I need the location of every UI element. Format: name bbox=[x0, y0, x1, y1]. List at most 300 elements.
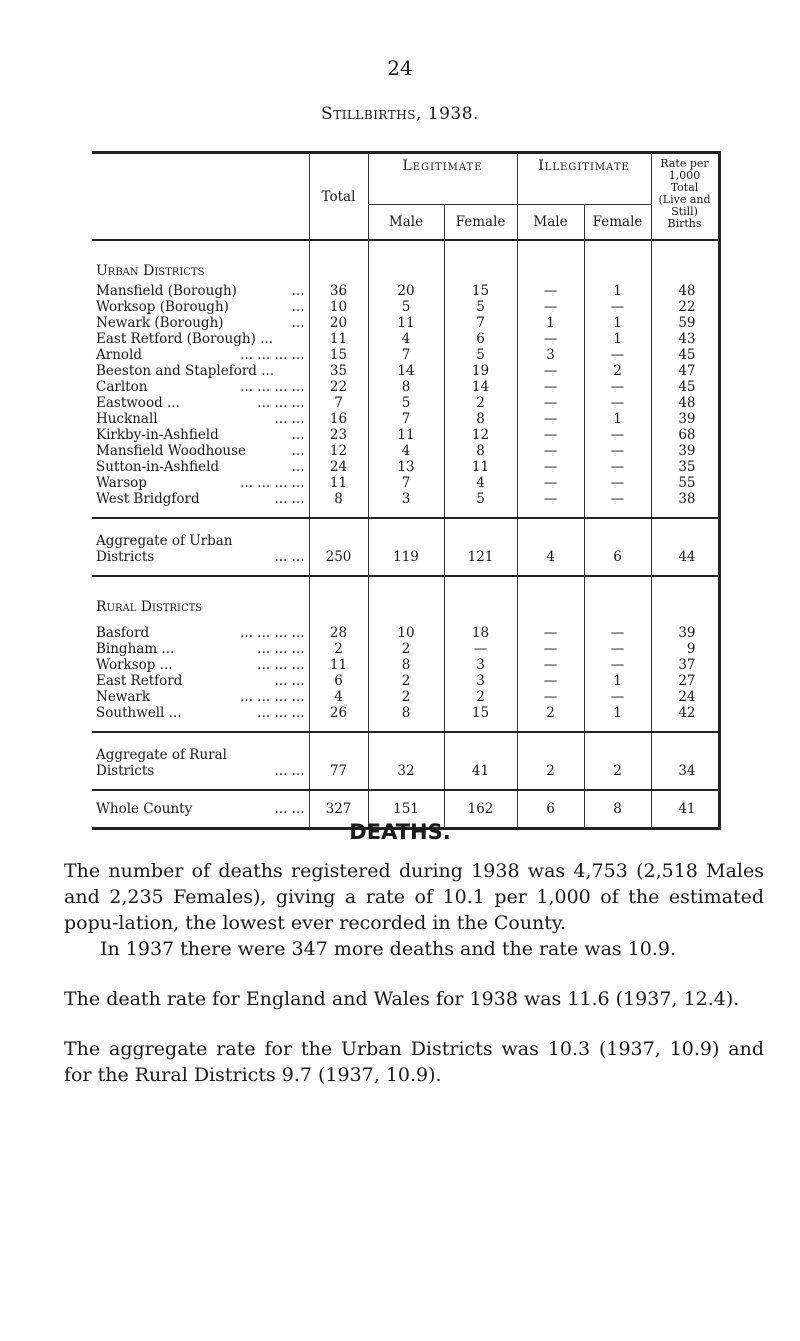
cell-legit-female: — bbox=[444, 641, 517, 657]
rate-line-4: (Live and bbox=[658, 193, 711, 206]
cell-total: 23 bbox=[309, 427, 368, 443]
district-name-cell bbox=[92, 475, 309, 491]
cell-legit-male: 10 bbox=[368, 625, 444, 641]
spacer-row bbox=[92, 507, 719, 518]
cell-rate: 35 bbox=[651, 459, 719, 475]
district-name-cell bbox=[92, 689, 309, 705]
table-row bbox=[92, 443, 719, 459]
district-name: Worksop (Borough) bbox=[96, 299, 229, 315]
empty-cell bbox=[309, 240, 368, 283]
empty-cell bbox=[444, 565, 517, 576]
cell-legit-male: 7 bbox=[368, 347, 444, 363]
cell-total: 4 bbox=[309, 689, 368, 705]
district-name-cell bbox=[92, 299, 309, 315]
cell-legit-male: 2 bbox=[368, 641, 444, 657]
district-name-cell bbox=[92, 331, 309, 347]
table-row bbox=[92, 475, 719, 491]
empty-cell bbox=[584, 507, 651, 518]
cell-total: 22 bbox=[309, 379, 368, 395]
district-name: Southwell ... bbox=[96, 705, 182, 721]
cell-illegit-male: — bbox=[517, 673, 584, 689]
district-name: Bingham ... bbox=[96, 641, 175, 657]
empty-cell bbox=[309, 518, 368, 549]
header-illegit-male: Male bbox=[517, 205, 584, 241]
empty-cell bbox=[517, 779, 584, 790]
table-row bbox=[92, 395, 719, 411]
cell-legit-male: 119 bbox=[368, 549, 444, 565]
cell-rate: 34 bbox=[651, 763, 719, 779]
empty-cell bbox=[651, 565, 719, 576]
table-row bbox=[92, 411, 719, 427]
cell-illegit-male: 2 bbox=[517, 763, 584, 779]
cell-legit-female: 162 bbox=[444, 790, 517, 829]
empty-cell bbox=[309, 576, 368, 619]
empty-cell bbox=[309, 779, 368, 790]
cell-illegit-male: — bbox=[517, 283, 584, 299]
cell-legit-male: 11 bbox=[368, 315, 444, 331]
cell-legit-male: 7 bbox=[368, 411, 444, 427]
empty-cell bbox=[368, 507, 444, 518]
cell-total: 11 bbox=[309, 657, 368, 673]
district-name-cell bbox=[92, 427, 309, 443]
deaths-paragraph-4: The aggregate rate for the Urban Districts was 10.3 (1937, 10.9) and for the Rural Districts 9.7 (1937, 10.9). bbox=[64, 1038, 764, 1086]
cell-illegit-female: 6 bbox=[584, 549, 651, 565]
district-name: Mansfield (Borough) bbox=[96, 283, 237, 299]
cell-legit-female: 41 bbox=[444, 763, 517, 779]
empty-cell bbox=[368, 576, 444, 619]
empty-cell bbox=[651, 518, 719, 549]
empty-cell bbox=[368, 732, 444, 763]
cell-legit-female: 15 bbox=[444, 705, 517, 721]
empty-cell bbox=[444, 779, 517, 790]
district-name: East Retford bbox=[96, 673, 183, 689]
district-name: Kirkby-in-Ashfield bbox=[96, 427, 219, 443]
cell-illegit-female: — bbox=[584, 299, 651, 315]
district-name-cell bbox=[92, 641, 309, 657]
empty-cell bbox=[584, 240, 651, 283]
cell-total: 24 bbox=[309, 459, 368, 475]
district-name: Warsop bbox=[96, 475, 147, 491]
header-legit-female: Female bbox=[444, 205, 517, 241]
cell-rate: 39 bbox=[651, 443, 719, 459]
empty-cell bbox=[651, 507, 719, 518]
cell-legit-female: 15 bbox=[444, 283, 517, 299]
cell-rate: 39 bbox=[651, 625, 719, 641]
cell-legit-female: 6 bbox=[444, 331, 517, 347]
empty-cell bbox=[651, 240, 719, 283]
cell-legit-male: 7 bbox=[368, 475, 444, 491]
spacer-row bbox=[92, 721, 719, 732]
cell-legit-female: 7 bbox=[444, 315, 517, 331]
leader-dots: ... ... bbox=[274, 673, 305, 689]
cell-legit-male: 20 bbox=[368, 283, 444, 299]
leader-dots: ... bbox=[291, 427, 305, 443]
cell-illegit-male: 6 bbox=[517, 790, 584, 829]
aggregate-label-2 bbox=[92, 763, 309, 779]
cell-legit-male: 3 bbox=[368, 491, 444, 507]
empty-cell bbox=[651, 779, 719, 790]
district-name-cell bbox=[92, 459, 309, 475]
urban-aggregate-row-top bbox=[92, 518, 719, 549]
cell-rate: 45 bbox=[651, 379, 719, 395]
cell-illegit-female: 1 bbox=[584, 673, 651, 689]
cell-illegit-male: — bbox=[517, 331, 584, 347]
cell-legit-male: 8 bbox=[368, 379, 444, 395]
table-row bbox=[92, 689, 719, 705]
cell-legit-female: 3 bbox=[444, 657, 517, 673]
section-heading: Rural Districts bbox=[96, 599, 203, 615]
table-row bbox=[92, 315, 719, 331]
leader-dots: ... ... bbox=[274, 801, 305, 817]
cell-illegit-female: — bbox=[584, 689, 651, 705]
empty-cell bbox=[584, 721, 651, 732]
leader-dots: ... ... ... bbox=[257, 657, 305, 673]
urban-aggregate-row bbox=[92, 549, 719, 565]
cell-illegit-male: — bbox=[517, 443, 584, 459]
cell-total: 327 bbox=[309, 790, 368, 829]
empty-cell bbox=[309, 565, 368, 576]
cell-legit-male: 32 bbox=[368, 763, 444, 779]
leader-dots: ... bbox=[291, 459, 305, 475]
cell-rate: 43 bbox=[651, 331, 719, 347]
deaths-paragraph-1: The number of deaths registered during 1938 was 4,753 (2,518 Males and 2,235 Females), giving a rate of 10.1 per 1,000 of the estimated popu-lation, the lowest ever recorded in the County. bbox=[64, 860, 764, 934]
cell-illegit-male: 3 bbox=[517, 347, 584, 363]
empty-cell bbox=[584, 732, 651, 763]
cell-legit-female: 2 bbox=[444, 395, 517, 411]
district-name-cell bbox=[92, 395, 309, 411]
cell-illegit-male: — bbox=[517, 475, 584, 491]
stillbirths-table bbox=[92, 151, 721, 830]
cell-legit-male: 14 bbox=[368, 363, 444, 379]
spacer-row bbox=[92, 565, 719, 576]
empty-cell bbox=[517, 518, 584, 549]
cell-illegit-male: — bbox=[517, 657, 584, 673]
rate-line-5: Still) bbox=[671, 205, 698, 218]
cell-illegit-female: — bbox=[584, 395, 651, 411]
cell-illegit-male: — bbox=[517, 299, 584, 315]
empty-cell bbox=[444, 507, 517, 518]
header-illegit-female: Female bbox=[584, 205, 651, 241]
cell-legit-female: 4 bbox=[444, 475, 517, 491]
header-row-1 bbox=[92, 153, 719, 205]
empty-cell bbox=[368, 565, 444, 576]
empty-cell bbox=[517, 721, 584, 732]
cell-legit-male: 4 bbox=[368, 443, 444, 459]
district-name: Districts bbox=[96, 549, 155, 565]
empty-cell bbox=[651, 732, 719, 763]
cell-illegit-male: — bbox=[517, 641, 584, 657]
table-row bbox=[92, 705, 719, 721]
cell-rate: 47 bbox=[651, 363, 719, 379]
leader-dots: ... ... ... bbox=[257, 395, 305, 411]
empty-cell bbox=[584, 576, 651, 619]
aggregate-label-1: Aggregate of Urban bbox=[96, 533, 233, 549]
cell-rate: 38 bbox=[651, 491, 719, 507]
cell-illegit-female: — bbox=[584, 625, 651, 641]
leader-dots: ... ... ... ... bbox=[240, 475, 305, 491]
cell-illegit-female: — bbox=[584, 379, 651, 395]
empty-cell bbox=[444, 576, 517, 619]
leader-dots: ... ... ... ... bbox=[240, 625, 305, 641]
empty-cell bbox=[368, 721, 444, 732]
leader-dots: ... ... ... bbox=[257, 705, 305, 721]
header-total: Total bbox=[309, 153, 368, 241]
district-name: Worksop ... bbox=[96, 657, 173, 673]
cell-total: 35 bbox=[309, 363, 368, 379]
table-row bbox=[92, 283, 719, 299]
cell-rate: 48 bbox=[651, 283, 719, 299]
cell-total: 7 bbox=[309, 395, 368, 411]
cell-illegit-male: — bbox=[517, 411, 584, 427]
cell-illegit-female: — bbox=[584, 475, 651, 491]
district-name-cell bbox=[92, 443, 309, 459]
cell-legit-female: 14 bbox=[444, 379, 517, 395]
aggregate-label-1: Aggregate of Rural bbox=[96, 747, 227, 763]
cell-illegit-female: 1 bbox=[584, 411, 651, 427]
rate-line-6: Births bbox=[667, 217, 702, 230]
leader-dots: ... ... bbox=[274, 491, 305, 507]
district-name-cell bbox=[92, 491, 309, 507]
district-name-cell bbox=[92, 657, 309, 673]
cell-legit-female: 11 bbox=[444, 459, 517, 475]
title-year: 1938. bbox=[427, 104, 479, 124]
cell-legit-female: 12 bbox=[444, 427, 517, 443]
cell-total: 36 bbox=[309, 283, 368, 299]
cell-illegit-female: — bbox=[584, 347, 651, 363]
cell-illegit-male: — bbox=[517, 363, 584, 379]
leader-dots: ... ... bbox=[274, 549, 305, 565]
cell-illegit-female: — bbox=[584, 491, 651, 507]
deaths-paragraph-3: The death rate for England and Wales for 1938 was 11.6 (1937, 12.4). bbox=[64, 988, 740, 1010]
table-row bbox=[92, 625, 719, 641]
cell-rate: 22 bbox=[651, 299, 719, 315]
cell-rate: 44 bbox=[651, 549, 719, 565]
district-name: Sutton-in-Ashfield bbox=[96, 459, 220, 475]
table-row bbox=[92, 459, 719, 475]
deaths-heading: DEATHS. bbox=[349, 820, 451, 844]
empty-cell bbox=[309, 721, 368, 732]
cell-rate: 68 bbox=[651, 427, 719, 443]
cell-illegit-female: 1 bbox=[584, 283, 651, 299]
leader-dots: ... ... ... bbox=[257, 641, 305, 657]
empty-cell bbox=[584, 565, 651, 576]
empty-cell bbox=[517, 576, 584, 619]
cell-total: 10 bbox=[309, 299, 368, 315]
cell-legit-female: 8 bbox=[444, 411, 517, 427]
cell-illegit-male: — bbox=[517, 427, 584, 443]
empty-cell bbox=[584, 779, 651, 790]
cell-illegit-male: — bbox=[517, 625, 584, 641]
spacer-cell bbox=[92, 507, 309, 518]
rate-line-2: 1,000 bbox=[668, 169, 701, 182]
cell-legit-female: 5 bbox=[444, 347, 517, 363]
cell-legit-female: 3 bbox=[444, 673, 517, 689]
empty-cell bbox=[651, 576, 719, 619]
district-name: Basford bbox=[96, 625, 150, 641]
district-name: Eastwood ... bbox=[96, 395, 180, 411]
district-name: Districts bbox=[96, 763, 155, 779]
cell-rate: 45 bbox=[651, 347, 719, 363]
district-name-cell bbox=[92, 315, 309, 331]
section-heading: Urban Districts bbox=[96, 263, 205, 279]
empty-cell bbox=[517, 507, 584, 518]
cell-legit-male: 4 bbox=[368, 331, 444, 347]
district-name: East Retford (Borough) ... bbox=[96, 331, 273, 347]
leader-dots: ... ... ... ... bbox=[240, 689, 305, 705]
cell-rate: 42 bbox=[651, 705, 719, 721]
cell-total: 26 bbox=[309, 705, 368, 721]
cell-illegit-female: — bbox=[584, 641, 651, 657]
empty-cell bbox=[517, 240, 584, 283]
table-row bbox=[92, 673, 719, 689]
table-row bbox=[92, 331, 719, 347]
cell-rate: 41 bbox=[651, 790, 719, 829]
empty-cell bbox=[584, 518, 651, 549]
cell-rate: 9 bbox=[651, 641, 719, 657]
leader-dots: ... ... ... ... bbox=[240, 347, 305, 363]
cell-legit-female: 8 bbox=[444, 443, 517, 459]
empty-cell bbox=[444, 732, 517, 763]
cell-legit-female: 121 bbox=[444, 549, 517, 565]
header-illegitimate: Illegitimate bbox=[517, 153, 651, 205]
cell-legit-male: 5 bbox=[368, 299, 444, 315]
cell-legit-female: 19 bbox=[444, 363, 517, 379]
cell-total: 11 bbox=[309, 331, 368, 347]
leader-dots: ... bbox=[291, 299, 305, 315]
cell-total: 6 bbox=[309, 673, 368, 689]
cell-total: 2 bbox=[309, 641, 368, 657]
cell-total: 28 bbox=[309, 625, 368, 641]
aggregate-label-2 bbox=[92, 549, 309, 565]
table-row bbox=[92, 347, 719, 363]
district-name: Whole County bbox=[96, 801, 193, 817]
cell-legit-female: 18 bbox=[444, 625, 517, 641]
empty-cell bbox=[444, 721, 517, 732]
leader-dots: ... ... ... ... bbox=[240, 379, 305, 395]
cell-rate: 39 bbox=[651, 411, 719, 427]
leader-dots: ... bbox=[291, 283, 305, 299]
cell-total: 16 bbox=[309, 411, 368, 427]
cell-illegit-female: — bbox=[584, 427, 651, 443]
table-body bbox=[92, 240, 719, 829]
cell-illegit-male: 4 bbox=[517, 549, 584, 565]
rural-aggregate-row-top bbox=[92, 732, 719, 763]
spacer-row bbox=[92, 779, 719, 790]
district-name: Mansfield Woodhouse bbox=[96, 443, 247, 459]
cell-illegit-male: — bbox=[517, 379, 584, 395]
district-name-cell bbox=[92, 347, 309, 363]
district-name-cell bbox=[92, 705, 309, 721]
cell-rate: 27 bbox=[651, 673, 719, 689]
cell-rate: 24 bbox=[651, 689, 719, 705]
cell-illegit-male: — bbox=[517, 459, 584, 475]
header-legitimate: Legitimate bbox=[368, 153, 517, 205]
leader-dots: ... ... bbox=[274, 763, 305, 779]
district-name-cell bbox=[92, 379, 309, 395]
cell-legit-male: 2 bbox=[368, 689, 444, 705]
district-name: Newark bbox=[96, 689, 151, 705]
cell-legit-male: 8 bbox=[368, 657, 444, 673]
leader-dots: ... ... bbox=[274, 411, 305, 427]
empty-cell bbox=[651, 721, 719, 732]
district-name-cell bbox=[92, 673, 309, 689]
cell-total: 8 bbox=[309, 491, 368, 507]
leader-dots: ... bbox=[291, 315, 305, 331]
cell-rate: 59 bbox=[651, 315, 719, 331]
table-row bbox=[92, 379, 719, 395]
title-main: Stillbirths, bbox=[321, 104, 422, 124]
cell-legit-male: 5 bbox=[368, 395, 444, 411]
cell-illegit-female: — bbox=[584, 443, 651, 459]
table-row bbox=[92, 427, 719, 443]
cell-total: 15 bbox=[309, 347, 368, 363]
cell-illegit-female: 8 bbox=[584, 790, 651, 829]
urban-heading-row bbox=[92, 240, 719, 283]
cell-illegit-male: — bbox=[517, 395, 584, 411]
cell-legit-male: 11 bbox=[368, 427, 444, 443]
spacer-cell bbox=[92, 779, 309, 790]
cell-illegit-female: — bbox=[584, 657, 651, 673]
spacer-cell bbox=[92, 721, 309, 732]
rate-line-1: Rate per bbox=[660, 157, 709, 170]
empty-cell bbox=[368, 779, 444, 790]
empty-cell bbox=[309, 732, 368, 763]
page-title bbox=[0, 104, 800, 124]
cell-illegit-male: — bbox=[517, 491, 584, 507]
empty-cell bbox=[309, 507, 368, 518]
rural-aggregate-row bbox=[92, 763, 719, 779]
table-row bbox=[92, 491, 719, 507]
cell-legit-female: 5 bbox=[444, 491, 517, 507]
cell-total: 12 bbox=[309, 443, 368, 459]
cell-total: 11 bbox=[309, 475, 368, 491]
district-name-cell bbox=[92, 625, 309, 641]
cell-total: 20 bbox=[309, 315, 368, 331]
district-name: Newark (Borough) bbox=[96, 315, 224, 331]
district-name-cell bbox=[92, 363, 309, 379]
header-legit-male: Male bbox=[368, 205, 444, 241]
cell-rate: 48 bbox=[651, 395, 719, 411]
cell-illegit-female: 1 bbox=[584, 315, 651, 331]
cell-illegit-male: 1 bbox=[517, 315, 584, 331]
empty-cell bbox=[444, 240, 517, 283]
empty-cell bbox=[368, 518, 444, 549]
district-name: Beeston and Stapleford ... bbox=[96, 363, 275, 379]
cell-total: 250 bbox=[309, 549, 368, 565]
cell-legit-male: 2 bbox=[368, 673, 444, 689]
cell-legit-male: 8 bbox=[368, 705, 444, 721]
empty-cell bbox=[444, 518, 517, 549]
district-name: Hucknall bbox=[96, 411, 158, 427]
cell-illegit-female: — bbox=[584, 459, 651, 475]
cell-legit-male: 13 bbox=[368, 459, 444, 475]
cell-illegit-female: 1 bbox=[584, 331, 651, 347]
leader-dots: ... bbox=[291, 443, 305, 459]
district-name: Carlton bbox=[96, 379, 148, 395]
district-name-cell bbox=[92, 283, 309, 299]
district-name-cell bbox=[92, 411, 309, 427]
table-row bbox=[92, 299, 719, 315]
cell-illegit-male: — bbox=[517, 689, 584, 705]
spacer-cell bbox=[92, 565, 309, 576]
cell-legit-male: 151 bbox=[368, 790, 444, 829]
cell-illegit-male: 2 bbox=[517, 705, 584, 721]
district-name: West Bridgford bbox=[96, 491, 200, 507]
cell-illegit-female: 1 bbox=[584, 705, 651, 721]
empty-cell bbox=[517, 732, 584, 763]
cell-rate: 37 bbox=[651, 657, 719, 673]
rural-heading-row bbox=[92, 576, 719, 619]
